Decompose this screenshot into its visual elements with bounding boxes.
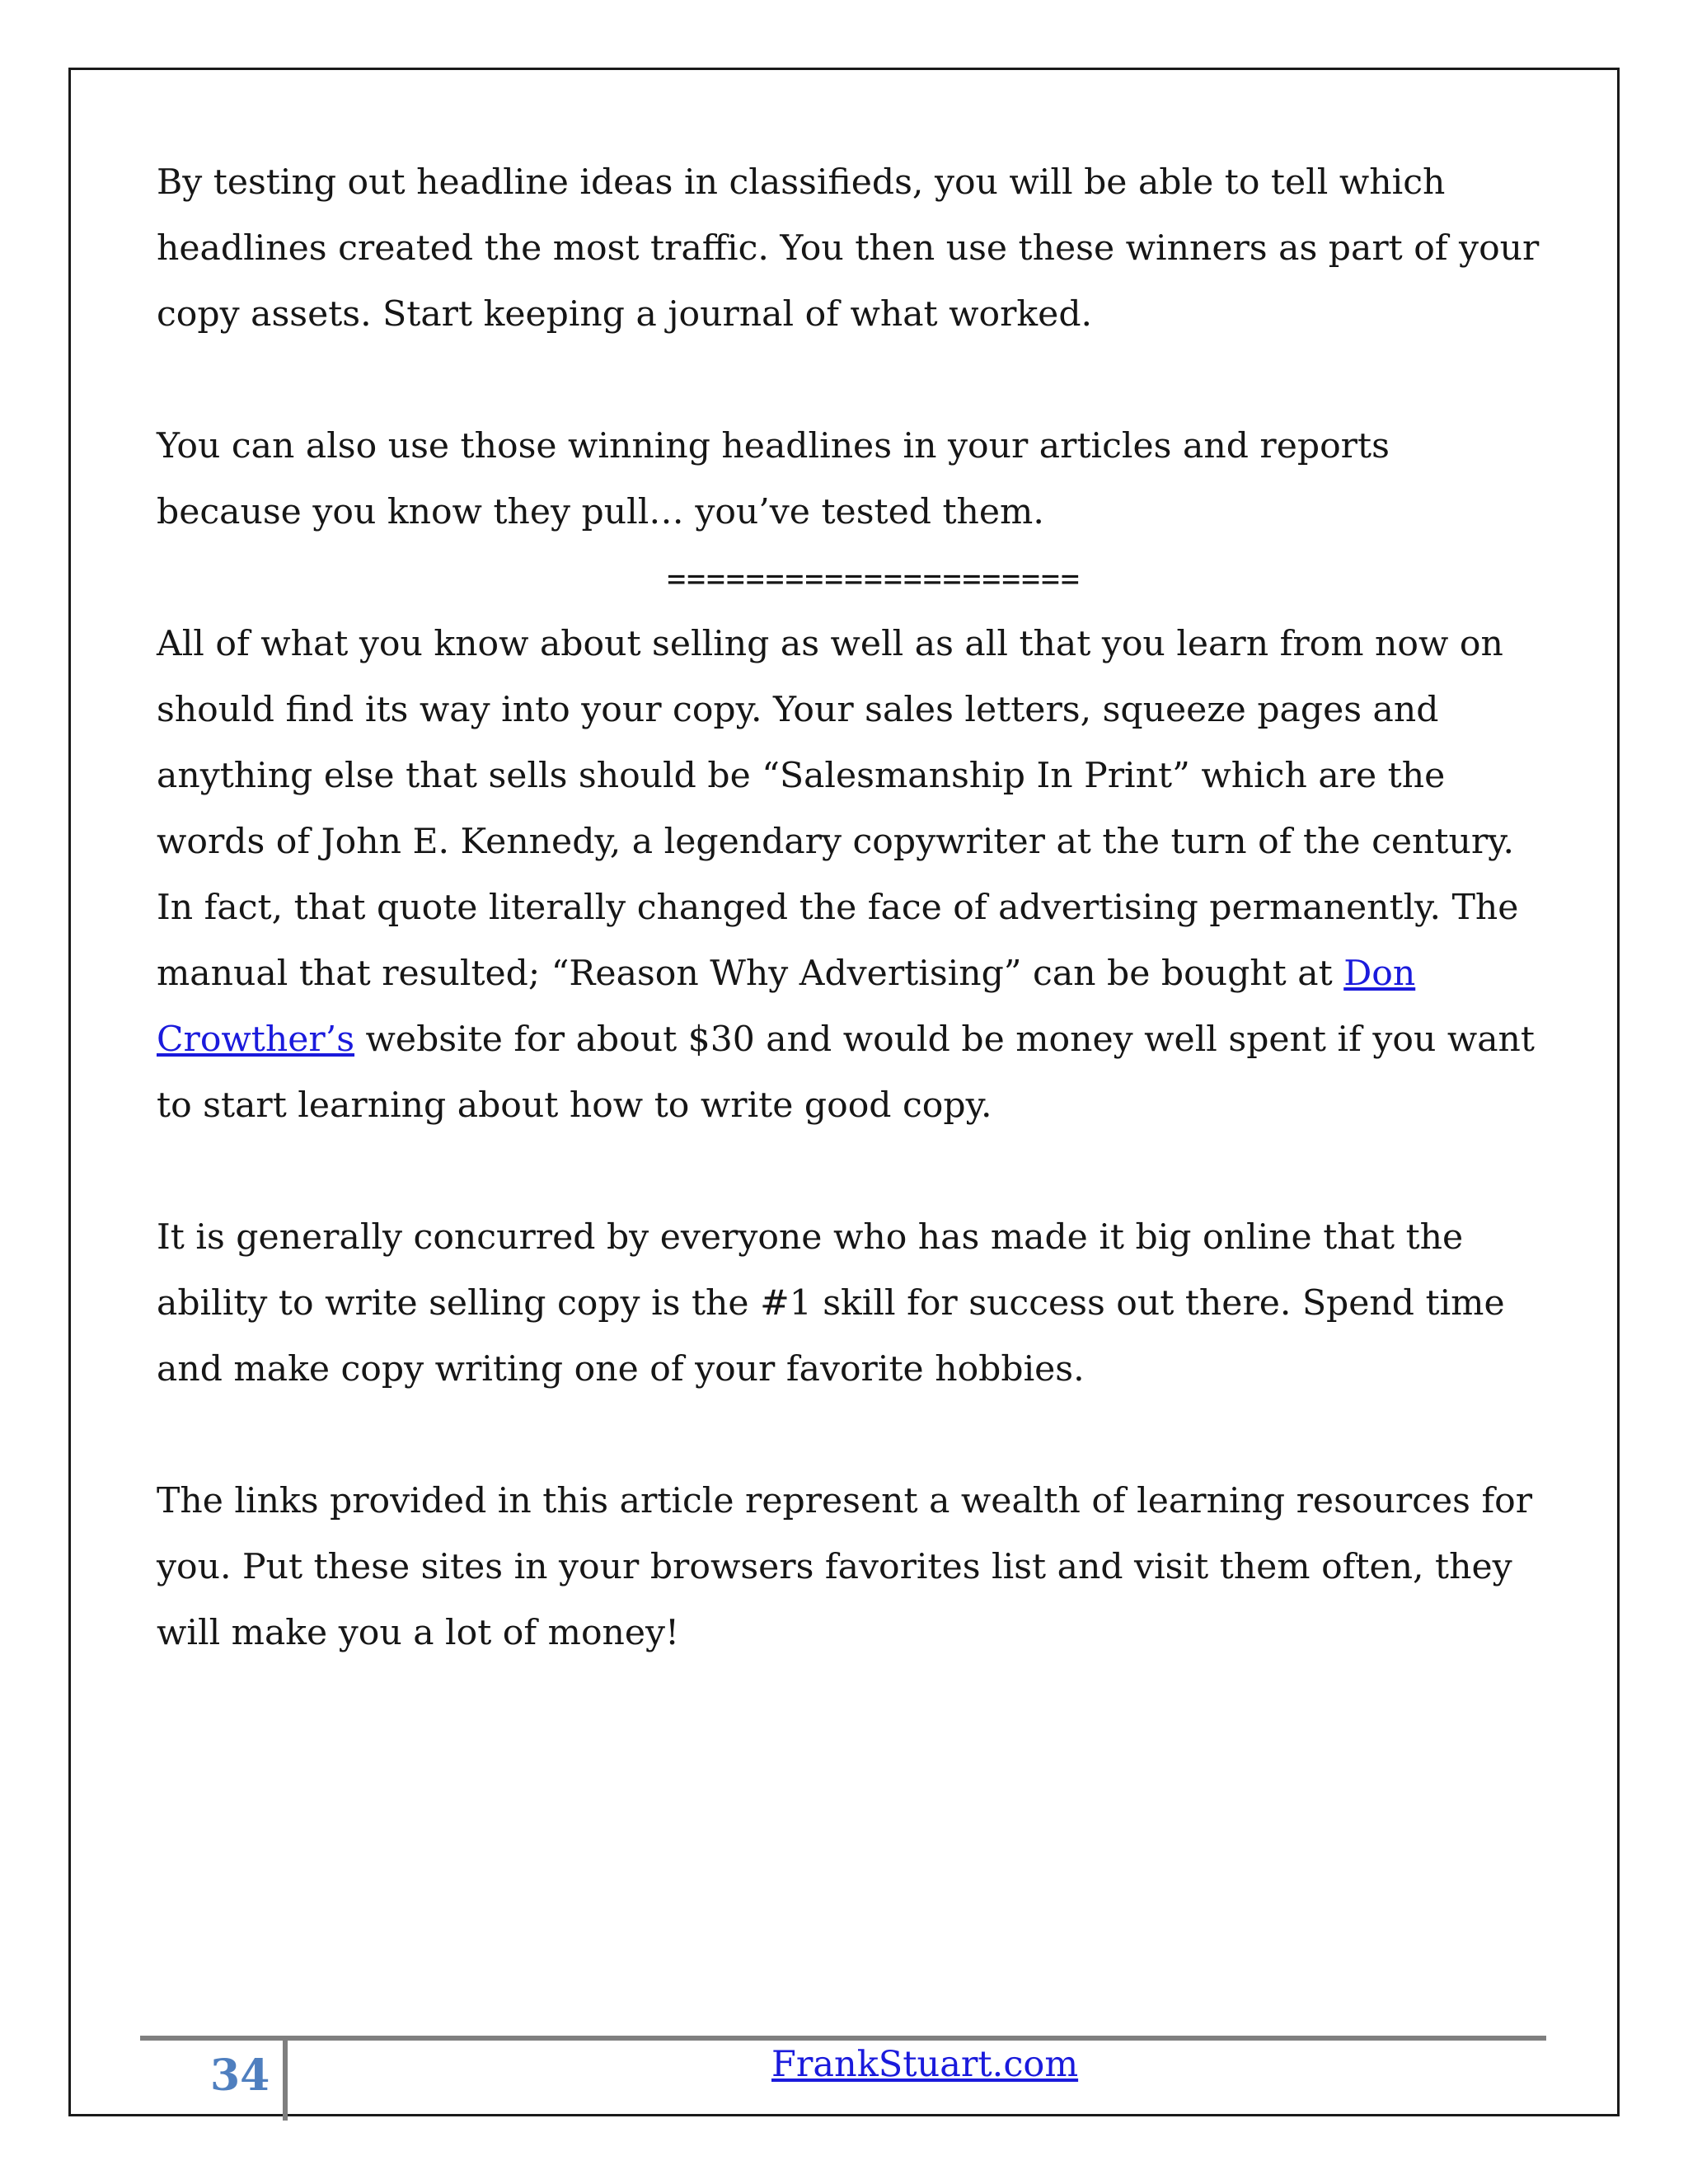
paragraph-spacer — [157, 1403, 1541, 1469]
footer-site-link[interactable]: FrankStuart.com — [771, 2044, 1079, 2085]
paragraph-selling-copy-skill: It is generally concurred by everyone who has made it big online that the ability to write selling copy is the #1 skill for success out there. Spend time and make copy writing one of your favorite hobbies. — [157, 1217, 1505, 1390]
document-body — [157, 150, 1541, 1666]
don-crowther-link[interactable]: Don Crowther’s — [157, 954, 1416, 1060]
paragraph-text: website for about $30 and would be money well spent if you want to start learning about how to write good copy. — [157, 1019, 1535, 1126]
paragraph-spacer — [157, 1139, 1541, 1205]
footer-divider — [283, 2038, 288, 2121]
page-number: 34 — [210, 2050, 270, 2101]
section-separator: ===================== — [667, 560, 1081, 597]
paragraph-spacer — [157, 348, 1541, 414]
paragraph-winning-headlines: You can also use those winning headlines in your articles and reports because you know they pull… you’ve tested them. — [157, 426, 1390, 532]
paragraph-salesmanship — [157, 612, 1541, 1139]
paragraph-learning-resources: The links provided in this article represent a wealth of learning resources for you. Put these sites in your browsers favorites list and visit them often, they will make you a lot of money! — [157, 1481, 1533, 1653]
paragraph-headline-testing: By testing out headline ideas in classifieds, you will be able to tell which headlines created the most traffic. You then use these winners as part of your copy assets. Start keeping a journal of what worked. — [157, 162, 1540, 335]
paragraph-text: All of what you know about selling as well as all that you learn from now on should find its way into your copy. Your sales letters, squeeze pages and anything else that sells should be “Salesmanship In Print” which are the words of John E. Kennedy, a legendary copywriter at the turn of the century. In fact, that quote literally changed the face of advertising permanently. The manual that resulted; “Reason Why Advertising” can be bought at — [157, 624, 1519, 994]
